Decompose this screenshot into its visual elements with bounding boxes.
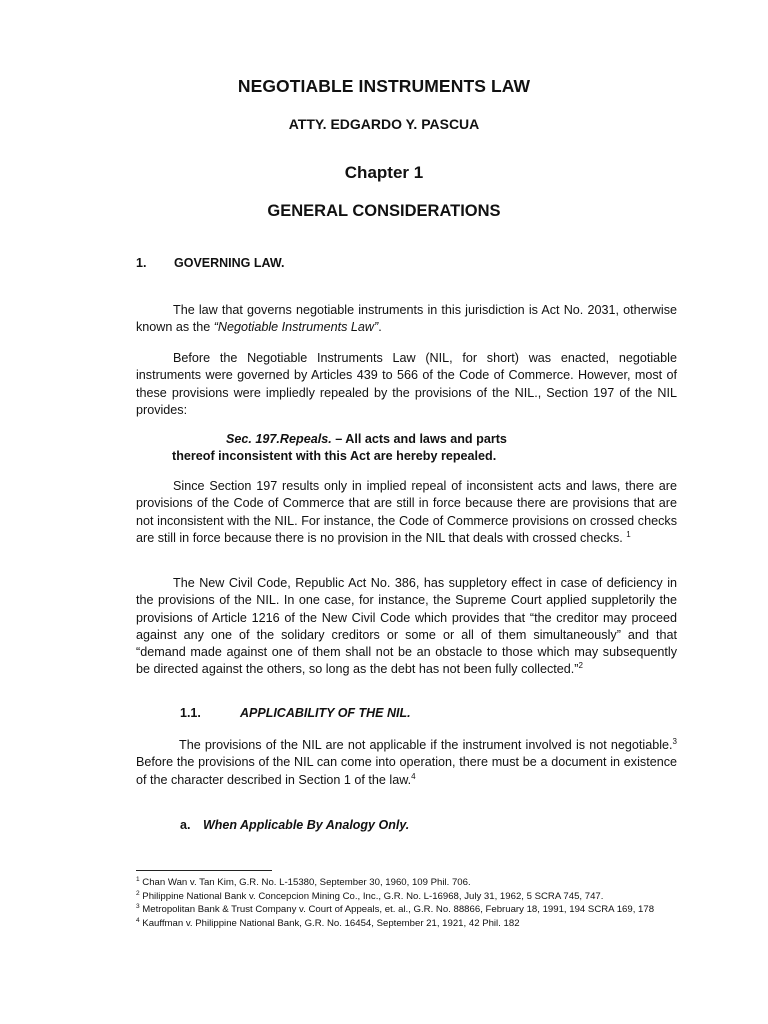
section-title: GOVERNING LAW.: [174, 256, 285, 270]
footnote-item: $^2$ Philippine National Bank v. Concepcion Mining Co., Inc., G.R. No. L-16968, July 31, 1962, 5 SCRA 745, 747.: [136, 889, 604, 902]
paragraph-2: Before the Negotiable Instruments Law (NIL, for short) was enacted, negotiable instruments were governed by Articles 439 to 566 of the Code of Commerce. However, most of these provisions were impliedly repealed by the provisions of the NIL., Section 197 of the NIL provides:: [136, 351, 677, 417]
document-title: NEGOTIABLE INSTRUMENTS LAW: [237, 76, 531, 96]
chapter-title: GENERAL CONSIDERATIONS: [267, 202, 501, 220]
subsection-title: APPLICABILITY OF THE NIL.: [240, 706, 411, 720]
chapter-number: Chapter 1: [344, 163, 424, 182]
paragraph-3: Since Section 197 results only in implied repeal of inconsistent acts and laws, there are provisions of the Code of Commerce that are still in force because there are provisions that are not inconsistent with the NIL. For instance, the Code of Commerce provisions on crossed checks are still in force because there is no provision in the NIL that deals with crossed checks. $^1$: [136, 479, 677, 545]
paragraph-1: The law that governs negotiable instruments in this jurisdiction is Act No. 2031, otherwise known as the “Negotiable Instruments Law”.: [136, 303, 677, 335]
footnote-item: $^3$ Metropolitan Bank & Trust Company v. Court of Appeals, et. al., G.R. No. 88866, February 18, 1991, 194 SCRA 169, 178: [136, 903, 655, 916]
footnote-item: $^4$ Kauffman v. Philippine National Bank, G.R. No. 16454, September 21, 1921, 42 Phil. 182: [136, 916, 520, 929]
subsubsection-heading: [180, 818, 409, 832]
footnote-ref: 4: [411, 771, 416, 781]
subsection-heading: [180, 706, 411, 720]
nil-name-italic: “Negotiable Instruments Law”: [213, 320, 379, 335]
block-quote: Sec. 197.Repeals. – All acts and laws and parts thereof inconsistent with this Act are hereby repealed.: [172, 432, 507, 464]
paragraph-4: The New Civil Code, Republic Act No. 386, has suppletory effect in case of deficiency in the provisions of the NIL. In one case, for instance, the Supreme Court applied suppletorily the provisions of Article 1216 of the New Civil Code which provides that “the creditor may proceed against any one of the solidary creditors or some or all of them simultaneously” and that “demand made against one of them shall not be an obstacle to those which may subsequently be directed against the others, so long as the debt has not been fully collected.”$^2$: [136, 576, 677, 677]
paragraph-5: The provisions of the NIL are not applicable if the instrument involved is not negotiable.$^3$ Before the provisions of the NIL can come into operation, there must be a document in existence of the character described in Section 1 of the law.$^4$: [136, 736, 677, 787]
subsubsection-number: a.: [180, 818, 191, 832]
section-number: 1.: [136, 256, 147, 270]
section-heading: [136, 256, 284, 270]
author-name: ATTY. EDGARDO Y. PASCUA: [288, 116, 480, 132]
footnote-divider: [136, 870, 272, 871]
footnote-ref: 3: [672, 736, 677, 746]
quote-section-ref: Sec. 197.Repeals.: [226, 432, 332, 446]
footnotes: [136, 876, 656, 930]
subsubsection-title: When Applicable By Analogy Only.: [203, 818, 410, 832]
footnote-ref: 1: [626, 529, 631, 539]
footnote-item: $^1$ Chan Wan v. Tan Kim, G.R. No. L-15380, September 30, 1960, 109 Phil. 706.: [136, 875, 471, 888]
subsection-number: 1.1.: [180, 706, 201, 720]
footnote-ref: 2: [578, 661, 583, 671]
